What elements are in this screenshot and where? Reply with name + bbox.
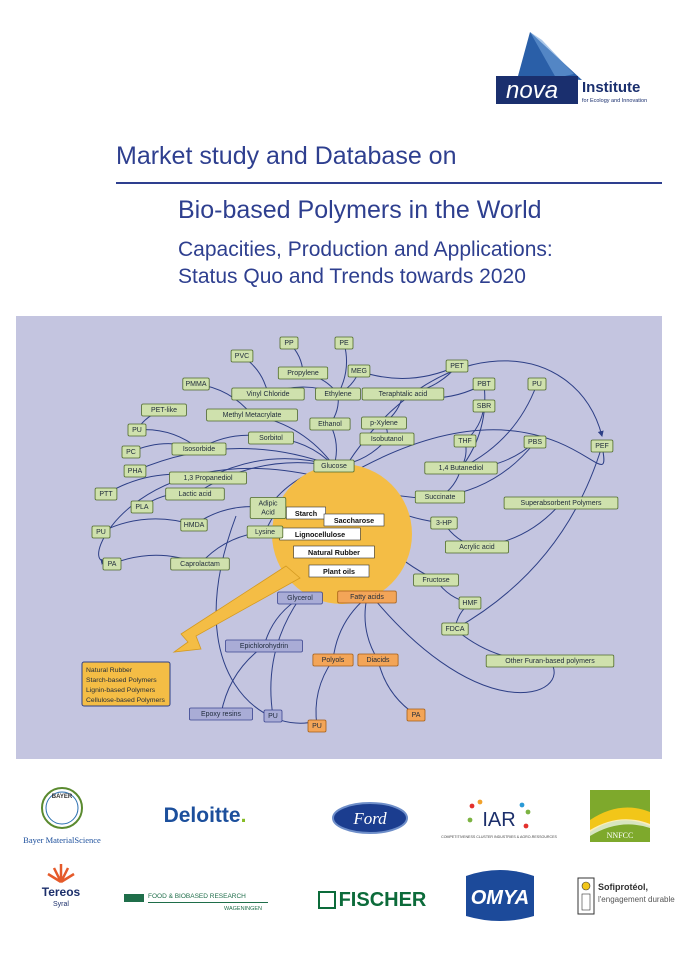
diagram-node-label: Fructose: [422, 577, 450, 584]
diagram-node-sbr: [473, 400, 495, 412]
ford-logo: [330, 800, 410, 836]
diagram-node-label: PP: [284, 340, 294, 347]
diagram-node-label: PBT: [477, 381, 491, 388]
diagram-node-pe: [335, 337, 353, 349]
diagram-node-label: Succinate: [424, 494, 456, 501]
diagram-node-pu_l: [128, 424, 146, 436]
diagram-node-fructose: [414, 574, 459, 586]
diagram-node-lysine: [247, 526, 283, 538]
diagram-node-label: Epoxy resins: [200, 711, 242, 718]
diagram-node-label: Ethylene: [324, 391, 352, 398]
diagram-node-ethanol: [310, 418, 350, 430]
diagram-node-pla: [131, 501, 153, 513]
svg-text:Plant oils: Plant oils: [323, 567, 355, 576]
title-divider: [116, 182, 662, 184]
sofiproteol-sub: l'engagement durable: [598, 895, 675, 904]
tereos-sub: Syral: [53, 901, 69, 908]
fischer-emblem-icon: [318, 891, 336, 909]
diagram-node-label: Polyols: [321, 657, 345, 664]
diagram-node-glucose: [314, 460, 354, 472]
diagram-node-label: HMF: [462, 600, 478, 607]
bayer-caption: Bayer MaterialScience: [23, 835, 101, 845]
diagram-node-label: PET: [450, 363, 464, 370]
legend-line: Starch-based Polymers: [86, 677, 157, 684]
diagram-node-pmma: [183, 378, 209, 390]
diagram-node-label: Methyl Metacrylate: [222, 412, 282, 419]
diagram-node-sorbitol: [249, 432, 294, 444]
bayer-logo-text: BAYER: [51, 794, 73, 800]
institute-tagline: for Ecology and Innovation: [582, 98, 648, 104]
subtitle-line2: Status Quo and Trends towards 2020: [178, 265, 526, 288]
feedstock-item: [280, 528, 361, 540]
diagram-node-label: THF: [458, 438, 472, 445]
diagram-node-label: 1,3 Propanediol: [183, 475, 233, 482]
diagram-node-3hp: [431, 517, 457, 529]
diagram-node-lactic: [166, 488, 225, 500]
diagram-node-label: PU: [96, 529, 106, 536]
iar-caption: COMPETITIVENESS CLUSTER INDUSTRIES & AGRO-RESSOURCES: [441, 835, 557, 839]
diagram-node-label: PET-like: [150, 407, 178, 414]
diagram-node-fdca: [442, 623, 468, 635]
deloitte-dot: .: [240, 804, 247, 827]
feedstock-item: [309, 565, 369, 577]
diagram-node-isosorbide: [172, 443, 226, 455]
diagram-node-label: PTT: [99, 491, 113, 498]
diagram-node-label: Other Furan-based polymers: [505, 658, 595, 665]
diagram-node-epoxy: [189, 708, 252, 720]
diagram-node-pu_o: [308, 720, 326, 732]
diagram-node-label: PEF: [595, 443, 609, 450]
diagram-node-label: SBR: [476, 403, 492, 410]
diagram-node-label: Fatty acids: [350, 594, 384, 601]
diagram-node-label: PE: [339, 340, 349, 347]
diagram-node-label: p-Xylene: [370, 420, 398, 427]
diagram-node-label: Diacids: [366, 657, 390, 664]
diagram-node-butanediol: [425, 462, 497, 474]
nova-institute-logo: [496, 32, 654, 110]
diagram-node-label: Sorbitol: [259, 435, 283, 442]
diagram-node-label: FDCA: [445, 626, 465, 633]
diagram-node-label: PA: [107, 561, 117, 568]
diagram-node-label: Teraphtalic acid: [378, 391, 428, 398]
subtitle: [178, 236, 658, 290]
diagram-node-pbt: [473, 378, 495, 390]
diagram-node-label: Isobutanol: [370, 436, 404, 443]
diagram-node-label: Glucose: [321, 463, 347, 470]
nnfcc-text: NNFCC: [606, 831, 634, 840]
diagram-node-label: Lactic acid: [178, 491, 212, 498]
legend-line: Cellulose-based Polymers: [86, 697, 165, 704]
diagram-node-label: Epichlorohydrin: [239, 643, 289, 650]
sofiproteol-text: Sofiprotéol,: [598, 882, 648, 892]
diagram-node-label: Caprolactam: [180, 561, 220, 568]
deloitte-text: Deloitte: [163, 804, 241, 827]
institute-text: Institute: [582, 79, 641, 96]
diagram-node-label: PU: [532, 381, 542, 388]
svg-text:Starch: Starch: [294, 509, 318, 518]
sofiproteol-logo: [576, 872, 675, 920]
fischer-logo: [316, 885, 428, 915]
diagram-node-label: PBS: [527, 439, 543, 446]
diagram-node-isobutanol: [360, 433, 414, 445]
feedstock-item: [324, 514, 384, 526]
diagram-node-label: HMDA: [183, 522, 205, 529]
diagram-node-pet: [446, 360, 468, 372]
diagram-node-ptt: [95, 488, 117, 500]
ford-logo-text: Ford: [353, 809, 387, 828]
diagram-node-pu_b: [264, 710, 282, 722]
diagram-node-polyols: [313, 654, 353, 666]
svg-text:Saccharose: Saccharose: [333, 516, 375, 525]
svg-text:Lignocellulose: Lignocellulose: [294, 530, 346, 539]
diagram-node-propylene: [278, 367, 327, 379]
diagram-node-label: PU: [312, 723, 322, 730]
omya-logo: [462, 868, 538, 924]
diagram-node-pef: [591, 440, 613, 452]
diagram-node-vinyl: [232, 388, 304, 400]
diagram-node-pbs: [524, 436, 546, 448]
diagram-node-ethylene: [316, 388, 361, 400]
diagram-node-pu_tr: [528, 378, 546, 390]
diagram-node-label: 3-HP: [436, 520, 452, 527]
legend-line: Natural Rubber: [86, 667, 133, 674]
diagram-node-label: PU: [268, 713, 278, 720]
diagram-node-adipic: [250, 498, 286, 519]
diagram-node-pc: [122, 446, 140, 458]
diagram-node-label: PMMA: [185, 381, 207, 388]
diagram-node-pha: [124, 465, 146, 477]
subtitle-line1: Capacities, Production and Applications:: [178, 238, 553, 261]
diagram-node-hmda: [181, 519, 207, 531]
diagram-node-propanediol: [170, 472, 247, 484]
diagram-node-hmf: [459, 597, 481, 609]
diagram-node-fatty: [338, 591, 397, 603]
diagram-node-label: PA: [411, 712, 421, 719]
diagram-node-label: PLA: [135, 504, 149, 511]
legend-line: Lignin-based Polymers: [86, 687, 156, 694]
iar-logo-text: IAR: [482, 809, 516, 831]
fischer-text: FISCHER: [338, 888, 427, 911]
diagram-node-label: Glycerol: [287, 595, 313, 602]
nova-logo-text: nova: [506, 77, 559, 104]
diagram-node-acrylic: [445, 541, 508, 553]
diagram-node-pa_l: [103, 558, 121, 570]
diagram-node-label: Acid: [261, 509, 275, 517]
diagram-node-label: Propylene: [287, 370, 319, 377]
diagram-node-pu_ml: [92, 526, 110, 538]
diagram-node-label: PC: [126, 449, 136, 456]
diagram-node-otherfuran: [486, 655, 614, 667]
omya-text: OMYA: [470, 887, 530, 909]
diagram-node-label: MEG: [351, 368, 367, 375]
tereos-logo: [36, 862, 86, 908]
diagram-node-glycerol: [278, 592, 323, 604]
food-biobased-research-logo: [124, 884, 280, 912]
diagram-node-label: 1,4 Butanediol: [438, 465, 484, 472]
diagram-node-meg: [348, 365, 370, 377]
diagram-node-thf: [454, 435, 476, 447]
diagram-node-pvc: [231, 350, 253, 362]
diagram-node-label: PVC: [234, 353, 250, 360]
diagram-node-caprolactam: [171, 558, 230, 570]
diagram-node-pp: [280, 337, 298, 349]
fbr-sub: WAGENINGEN: [224, 906, 262, 912]
diagram-node-succinate: [415, 491, 464, 503]
diagram-node-label: Lysine: [255, 529, 275, 536]
diagram-node-petlike: [142, 404, 187, 416]
iar-logo: [441, 796, 557, 848]
feedstock-item: [286, 507, 325, 519]
diagram-node-label: PHA: [127, 468, 143, 475]
diagram-node-label: PU: [132, 427, 142, 434]
diagram-node-methylmeth: [207, 409, 298, 421]
diagram-node-label: Isosorbide: [182, 446, 216, 453]
diagram-node-superabs: [504, 497, 618, 509]
diagram-node-label: Superabsorbent Polymers: [520, 500, 602, 507]
diagram-node-label: Ethanol: [318, 421, 342, 428]
title-line1: Market study and Database on: [116, 142, 457, 170]
diagram-node-epichloro: [226, 640, 303, 652]
diagram-node-diacids: [358, 654, 398, 666]
fbr-text: FOOD & BIOBASED RESEARCH: [148, 893, 246, 900]
feedstock-item: [294, 546, 375, 558]
diagram-node-pa_b: [407, 709, 425, 721]
tereos-text: Tereos: [41, 885, 81, 899]
biobased-polymers-diagram: [16, 316, 662, 759]
diagram-node-label: Adipic: [258, 500, 278, 508]
diagram-node-label: Vinyl Chloride: [246, 391, 290, 398]
diagram-node-terephthalic: [362, 388, 444, 400]
deloitte-logo: [150, 800, 260, 832]
svg-text:Natural Rubber: Natural Rubber: [308, 548, 360, 557]
bayer-logo: [14, 786, 114, 846]
title-line2: Bio-based Polymers in the World: [178, 196, 542, 224]
diagram-node-label: Acrylic acid: [459, 544, 495, 551]
nnfcc-logo: [590, 790, 650, 842]
diagram-node-pxylene: [362, 417, 407, 429]
